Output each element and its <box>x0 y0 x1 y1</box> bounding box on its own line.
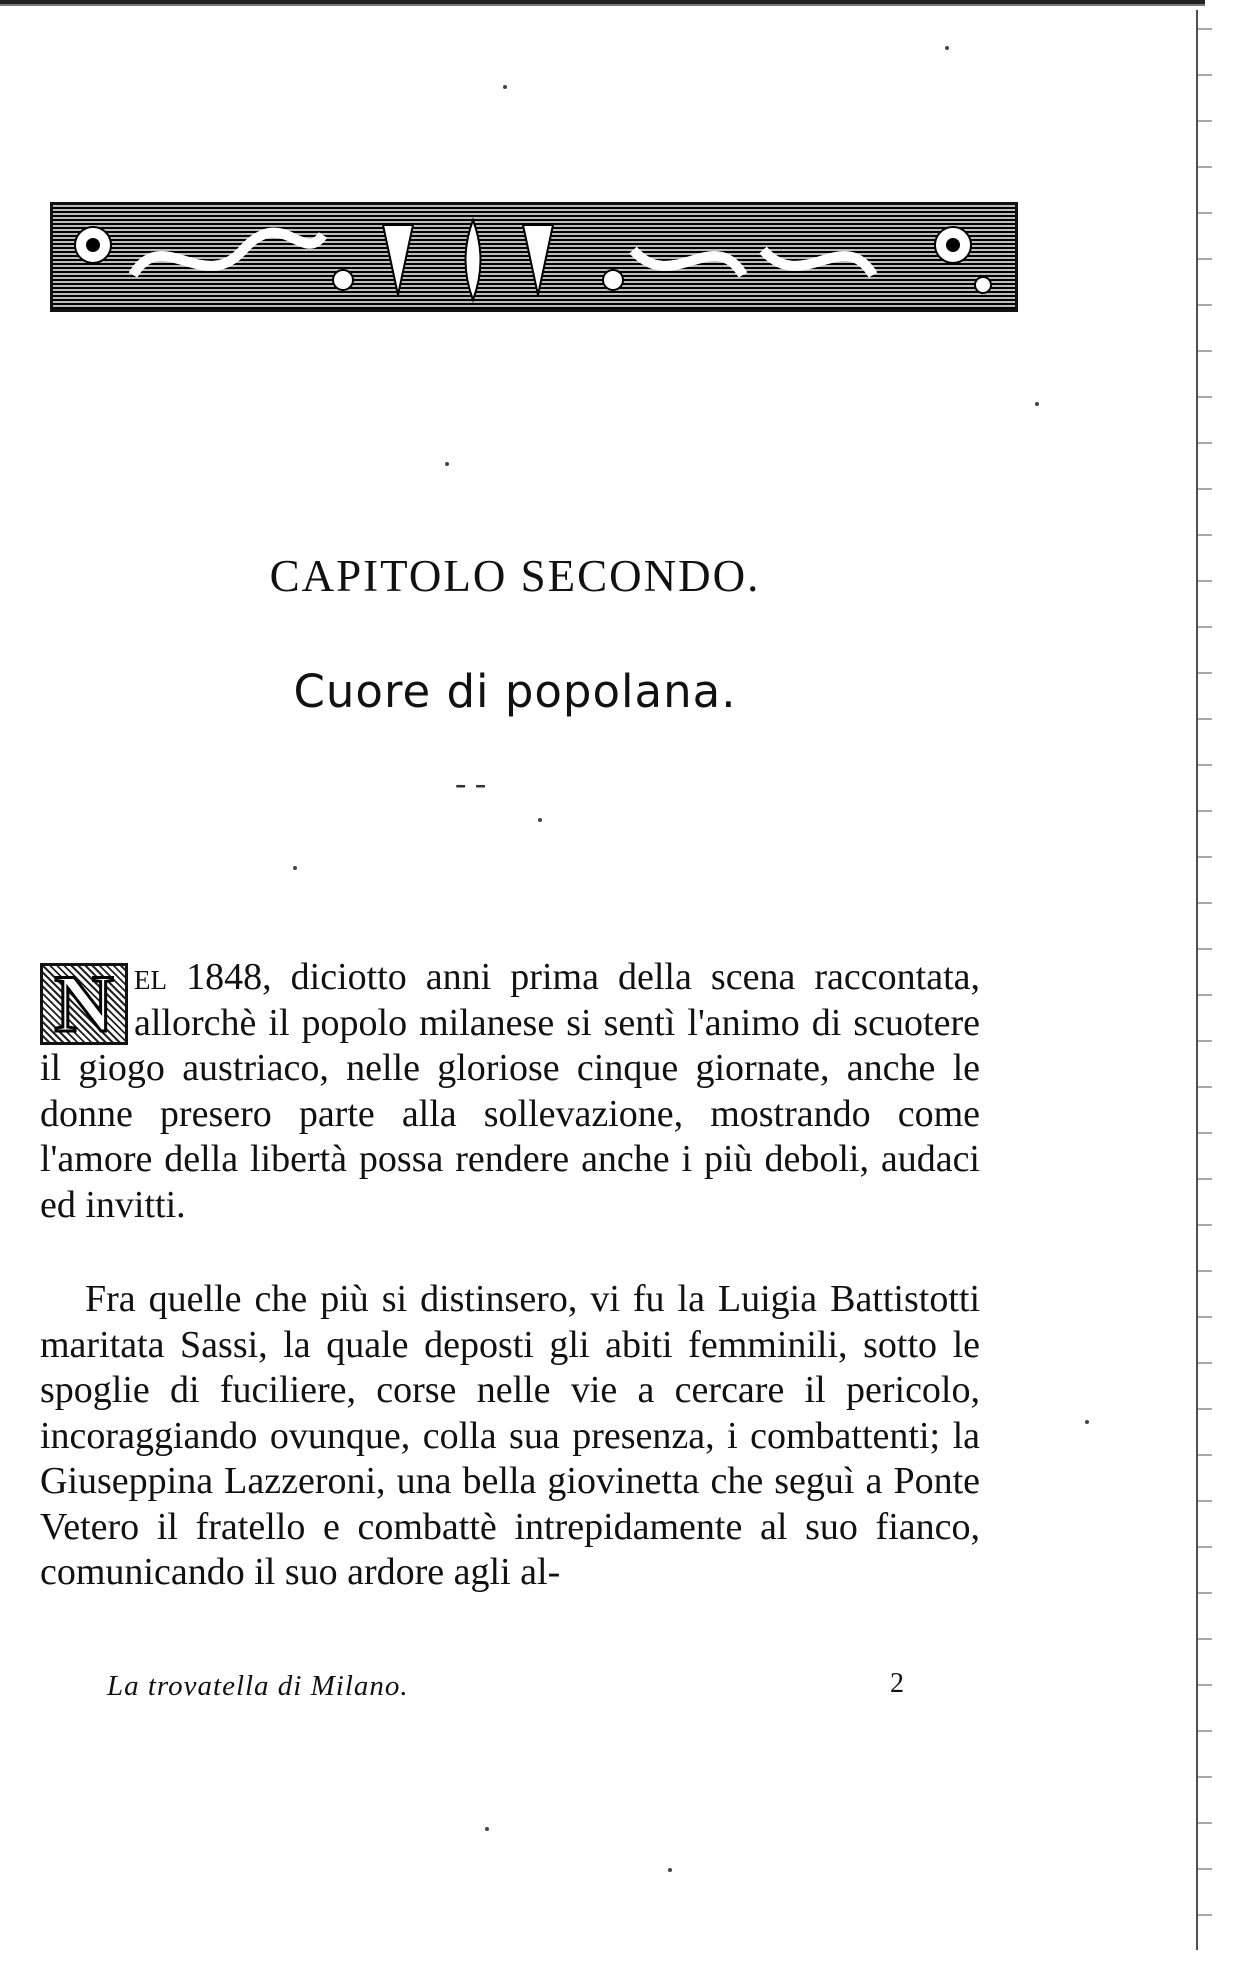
page-top-edge <box>0 0 1205 14</box>
paragraph-1-text: 1848, diciotto anni prima della scena raccontata, allorchè il popolo milanese si sentì l'animo di scuotere il giogo austriaco, nelle gloriose cinque giornate, anche le donne presero parte alla sollevazione, mostrando come l'amore della libertà possa rendere anche i più deboli, audaci ed invitti. <box>40 956 980 1226</box>
paper-speck <box>445 462 449 466</box>
paper-speck <box>503 85 507 89</box>
chapter-label: CAPITOLO SECONDO. <box>269 551 761 601</box>
page-gutter-edge <box>1196 10 1212 1950</box>
paper-speck <box>293 866 297 870</box>
paper-speck <box>1035 402 1039 406</box>
running-footer-title: La trovatella di Milano. <box>107 1670 409 1702</box>
paragraph-1 <box>40 955 980 1228</box>
signature-mark: 2 <box>890 1668 904 1699</box>
paper-speck <box>1085 1420 1089 1424</box>
separator-mark: - - <box>455 765 487 802</box>
decorative-header-band <box>50 202 1018 312</box>
paper-speck <box>538 818 542 822</box>
chapter-subtitle: Cuore di popolana. <box>293 665 737 718</box>
ornament-pattern-icon <box>53 205 1015 309</box>
paper-speck <box>485 1827 489 1831</box>
paper-speck <box>668 1868 672 1872</box>
drop-cap-initial: N <box>40 963 128 1045</box>
paragraph-2: Fra quelle che più si distinsero, vi fu la Luigia Battistotti maritata Sassi, la quale deposti gli abiti femminili, sotto le spoglie di fuciliere, corse nelle vie a cercare il pericolo, incoraggiando ovunque, colla sua presenza, i combattenti; la Giuseppina Lazzeroni, una bella giovinetta che seguì a Ponte Vetero il fratello e combattè intrepidamente al suo fianco, comunicando il suo ardore agli al- <box>40 1278 980 1593</box>
paragraph-1-lead: el <box>134 956 167 998</box>
paper-speck <box>945 46 949 50</box>
